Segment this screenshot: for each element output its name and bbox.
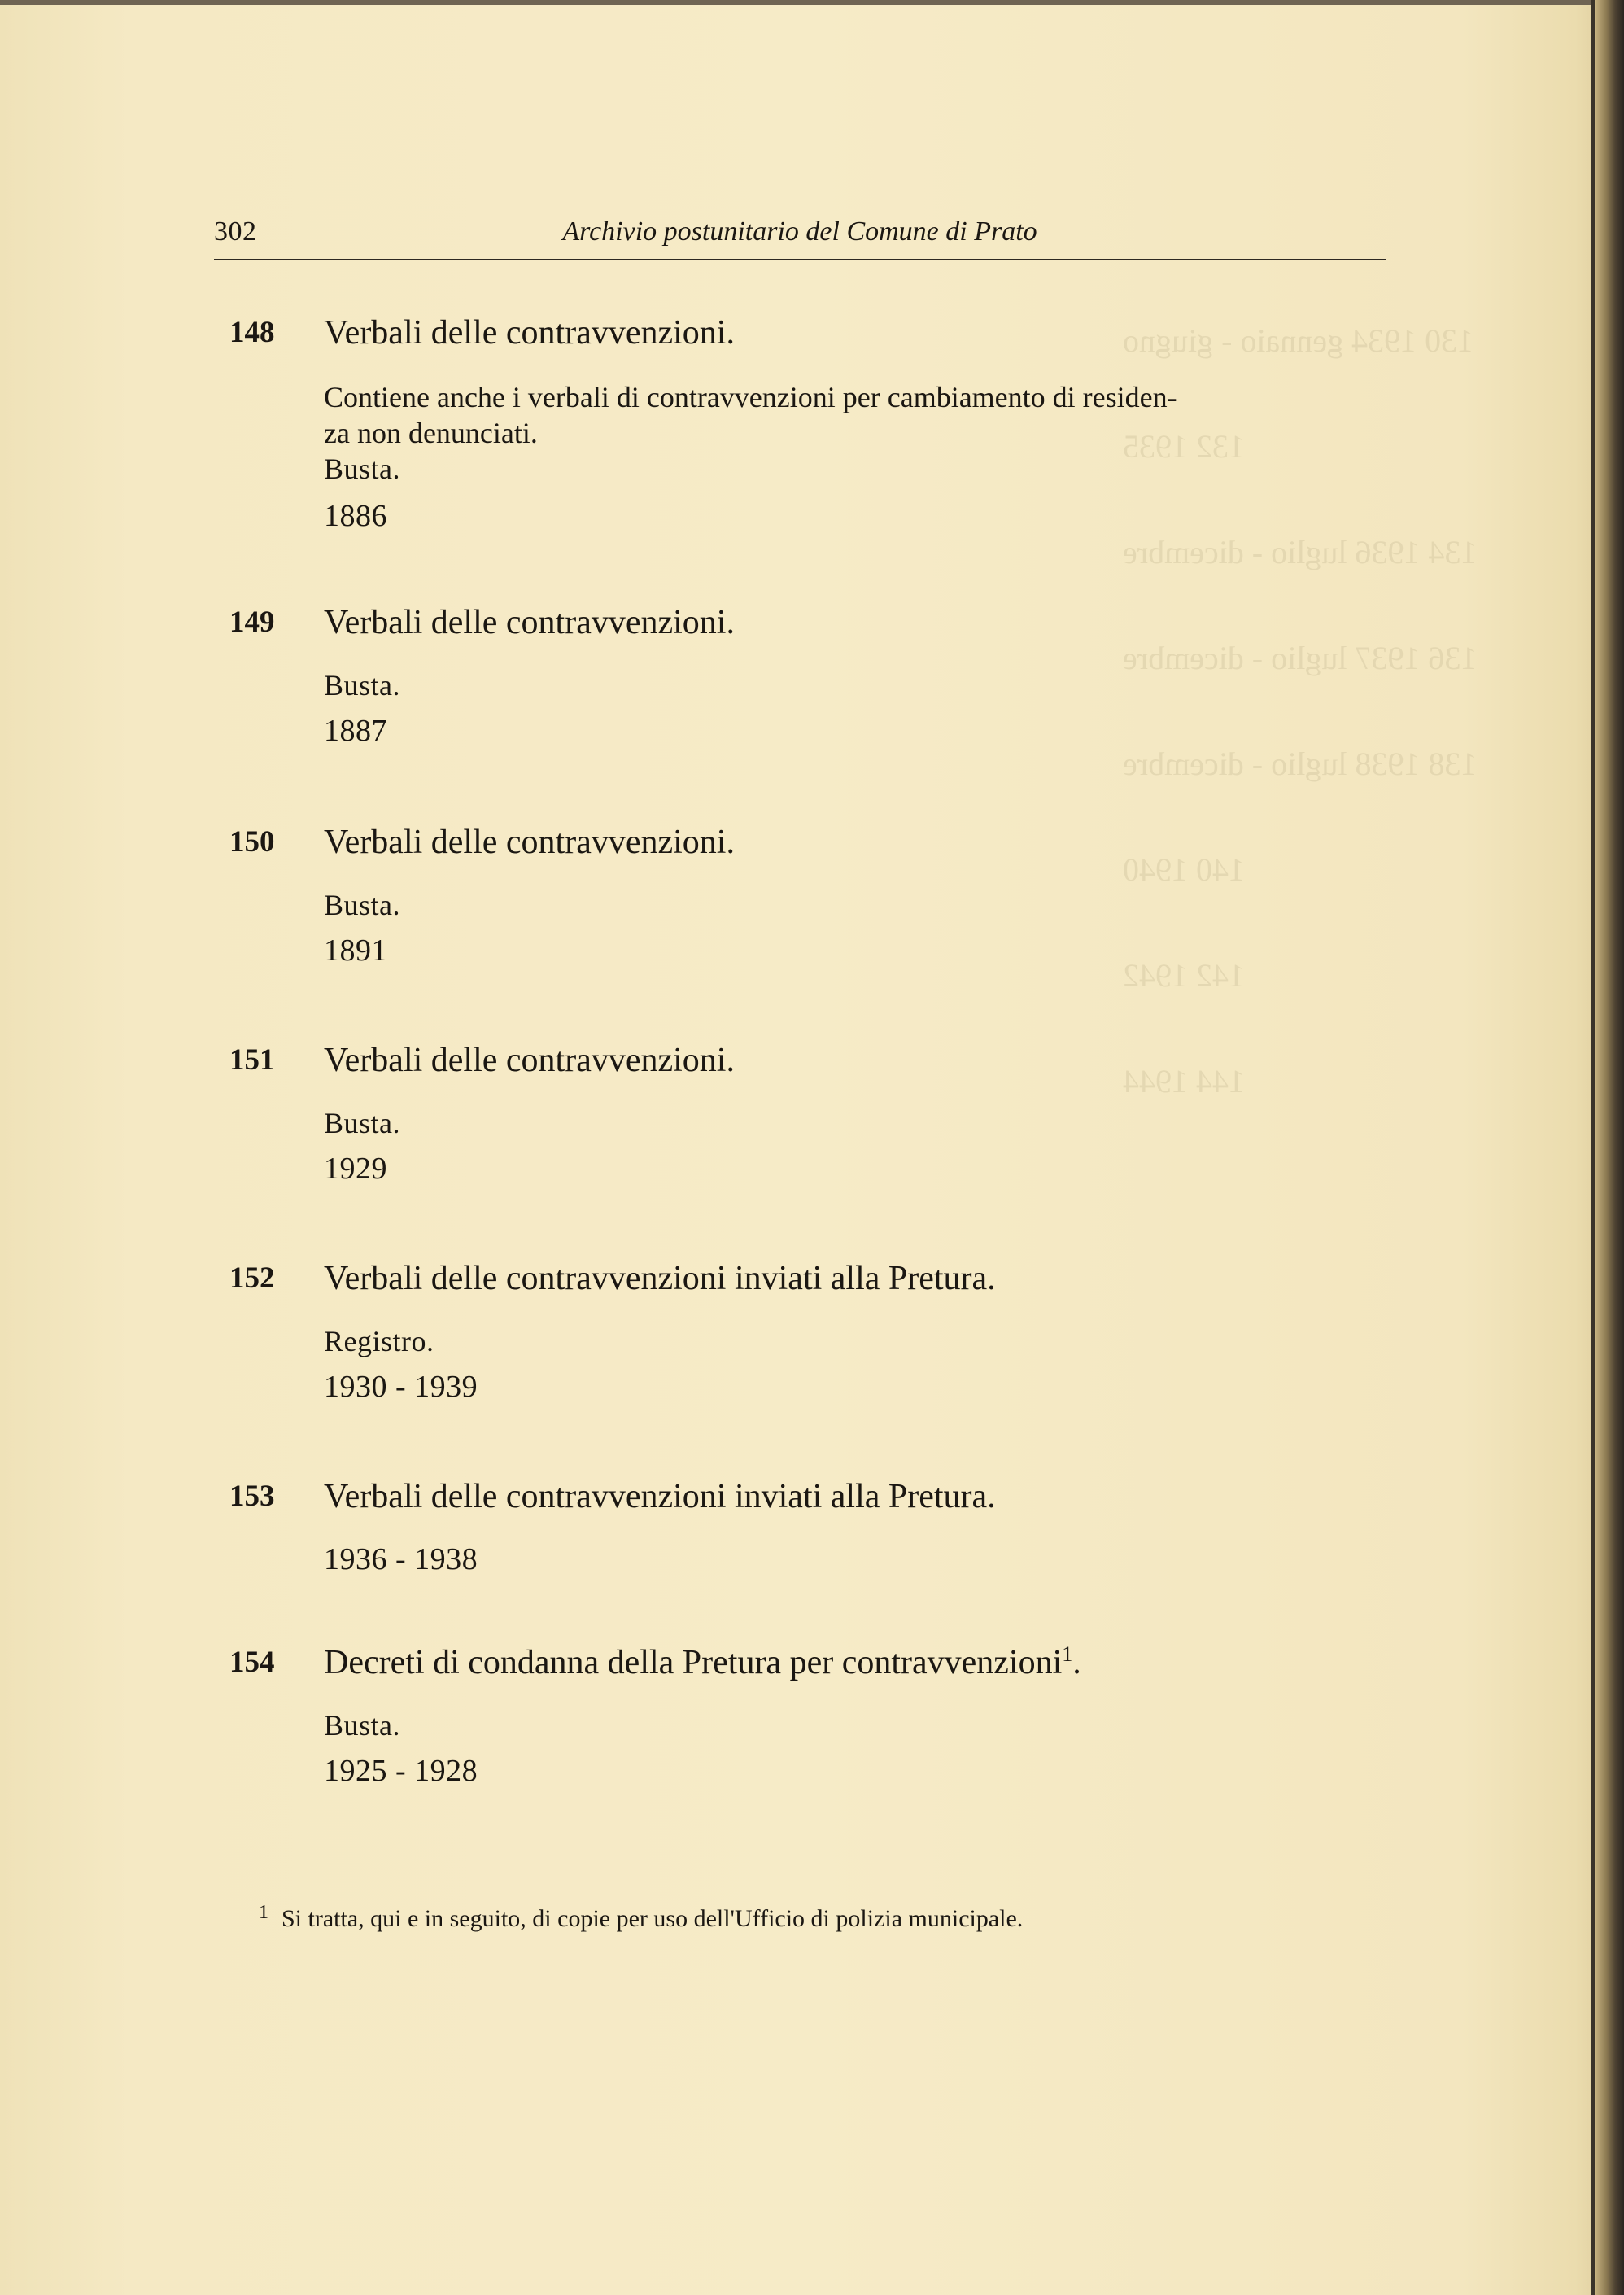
entry-title: Verbali delle contravvenzioni. bbox=[324, 824, 735, 861]
entry-type: Busta. bbox=[324, 1107, 401, 1139]
entry-body bbox=[324, 887, 1390, 968]
entry-body bbox=[324, 1105, 1390, 1187]
entry-title: Verbali delle contravvenzioni. bbox=[324, 604, 735, 641]
entry-date: 1925 - 1928 bbox=[324, 1754, 478, 1788]
entry-type: Busta. bbox=[324, 669, 401, 702]
entry-number: 153 bbox=[229, 1480, 275, 1513]
entry-body bbox=[324, 1707, 1390, 1789]
entry-title: Verbali delle contravvenzioni. bbox=[324, 1042, 735, 1079]
entry-date: 1886 bbox=[324, 499, 387, 533]
entry-date: 1930 - 1939 bbox=[324, 1370, 478, 1404]
bleed-through-text: 144 1944 bbox=[1123, 1063, 1245, 1099]
entry-number: 152 bbox=[229, 1261, 275, 1295]
entry-number: 150 bbox=[229, 825, 275, 859]
entry-title: Verbali delle contravvenzioni inviati alla Pretura. bbox=[324, 1260, 996, 1297]
footnote-marker: 1 bbox=[259, 1902, 268, 1923]
entry-note: Contiene anche i verbali di contravvenzioni per cambiamento di residen- bbox=[324, 381, 1177, 413]
entry-note: za non denunciati. bbox=[324, 417, 538, 449]
entry-title: Verbali delle contravvenzioni. bbox=[324, 314, 735, 352]
entry-title: Verbali delle contravvenzioni inviati alla Pretura. bbox=[324, 1478, 996, 1515]
entry-body bbox=[324, 667, 1390, 749]
bleed-through-text: 140 1940 bbox=[1123, 851, 1245, 888]
entry-title-end: . bbox=[1072, 1644, 1081, 1681]
bleed-through-text: 134 1936 luglio - dicembre bbox=[1123, 534, 1478, 570]
entry-date: 1929 bbox=[324, 1152, 387, 1186]
page-number: 302 bbox=[214, 216, 257, 247]
entry-body bbox=[324, 379, 1390, 534]
bleed-through-text: 130 1934 gennaio - giugno bbox=[1123, 322, 1474, 359]
footnote-reference: 1 bbox=[1062, 1642, 1073, 1666]
bleed-through-text: 138 1938 luglio - dicembre bbox=[1123, 745, 1478, 782]
bleed-through-text: 136 1937 luglio - dicembre bbox=[1123, 640, 1478, 676]
entry-type: Busta. bbox=[324, 452, 401, 485]
entry-number: 151 bbox=[229, 1043, 275, 1077]
entry-title-text: Decreti di condanna della Pretura per contravvenzioni bbox=[324, 1644, 1063, 1681]
entry-type: Registro. bbox=[324, 1325, 434, 1357]
bleed-through-text: 132 1935 bbox=[1123, 428, 1245, 465]
entry-date: 1891 bbox=[324, 933, 387, 968]
entry-number: 148 bbox=[229, 316, 275, 349]
entry-title bbox=[324, 1642, 1081, 1683]
running-title: Archivio postunitario del Comune di Prato bbox=[562, 216, 1037, 247]
entry-type: Busta. bbox=[324, 1709, 401, 1742]
bleed-through-text: 142 1942 bbox=[1123, 957, 1245, 994]
entry-type: Busta. bbox=[324, 889, 401, 921]
entry-body bbox=[324, 1541, 1390, 1577]
footnote-text: Si tratta, qui e in seguito, di copie per uso dell'Ufficio di polizia municipale. bbox=[282, 1905, 1024, 1932]
entry-date: 1887 bbox=[324, 714, 387, 748]
entry-date: 1936 - 1938 bbox=[324, 1542, 478, 1576]
footnote bbox=[259, 1896, 1023, 1935]
entry-number: 149 bbox=[229, 605, 275, 639]
entry-number: 154 bbox=[229, 1646, 275, 1679]
entry-body bbox=[324, 1323, 1390, 1405]
